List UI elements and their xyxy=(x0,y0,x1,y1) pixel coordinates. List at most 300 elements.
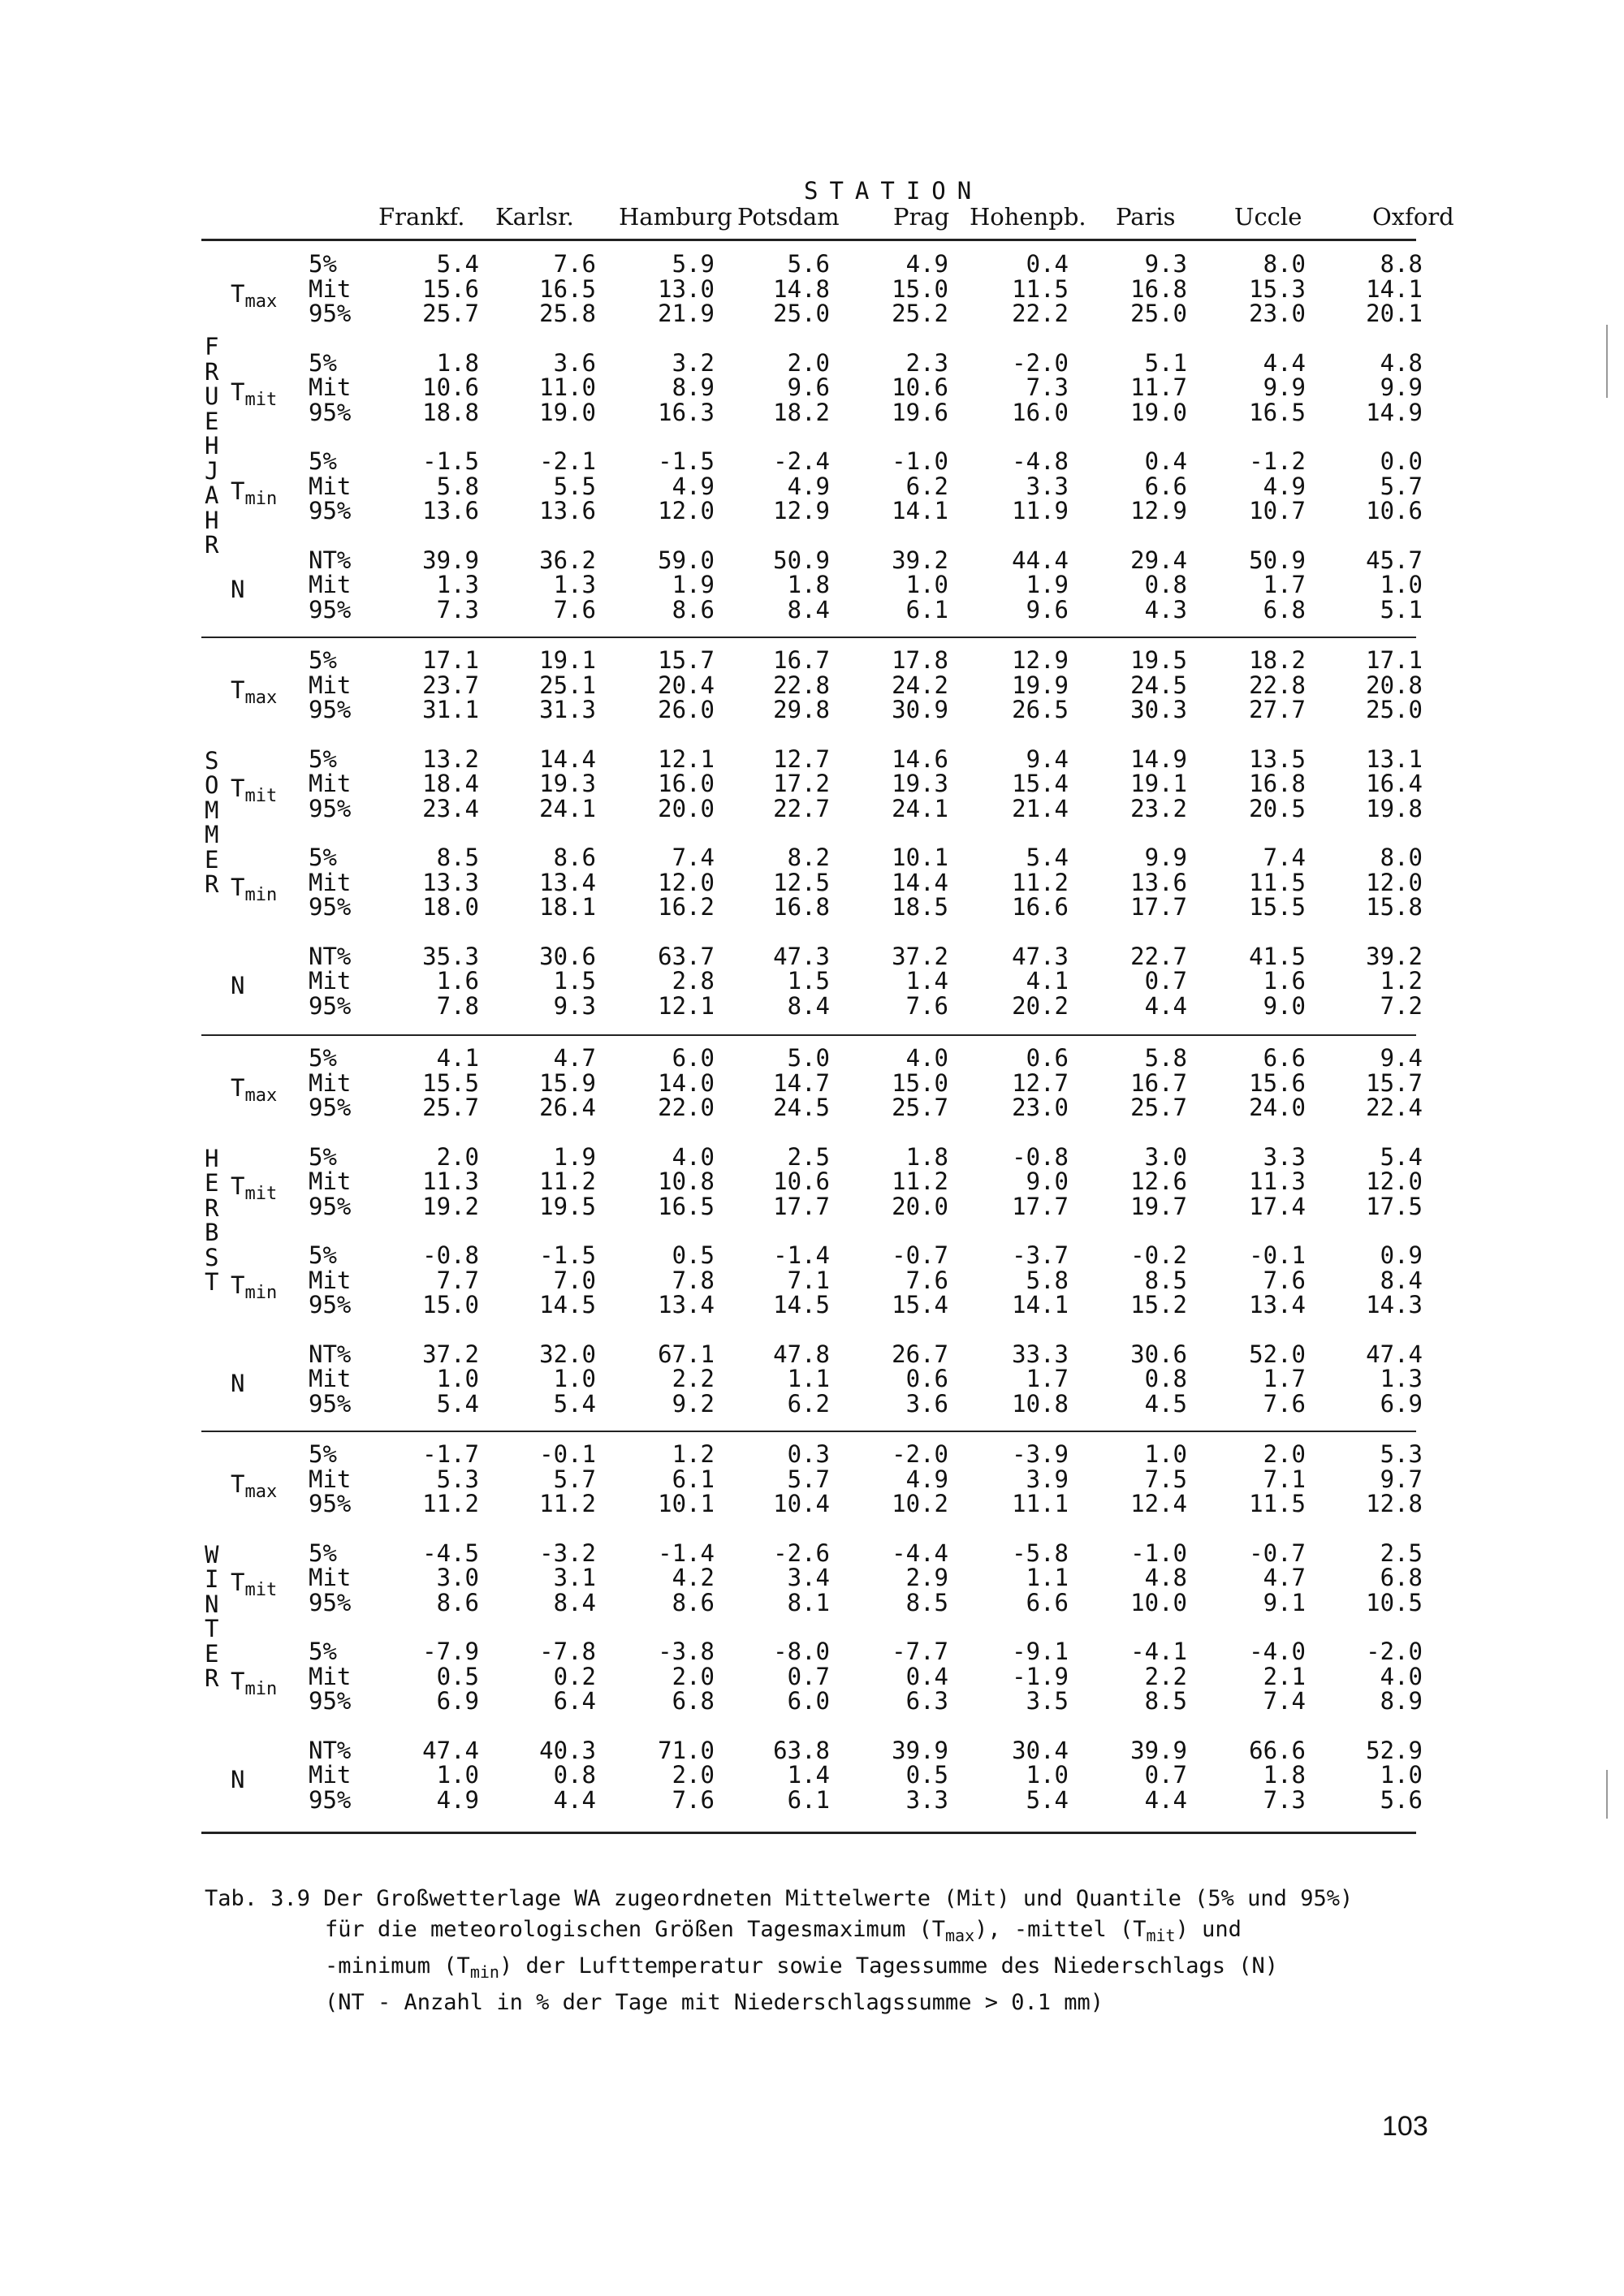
table-cell: 5.8 xyxy=(1144,1044,1187,1072)
table-cell: 14.4 xyxy=(892,868,948,896)
table-cell: -2.0 xyxy=(1012,348,1069,377)
table-cell: 2.0 xyxy=(672,1761,715,1789)
table-cell: -1.5 xyxy=(658,447,715,475)
table-cell: 9.4 xyxy=(1026,744,1069,773)
row-stat-label: 5% xyxy=(309,844,337,871)
table-cell: 7.8 xyxy=(436,991,479,1020)
table-cell: -0.8 xyxy=(422,1241,479,1269)
season-letter: R xyxy=(205,531,219,559)
table-cell: 19.2 xyxy=(422,1192,479,1220)
table-cell: -0.8 xyxy=(1012,1142,1069,1171)
table-cell: 13.0 xyxy=(658,274,715,303)
table-cell: 25.7 xyxy=(1130,1094,1187,1121)
table-cell: 16.8 xyxy=(1249,770,1306,797)
table-cell: 3.0 xyxy=(1144,1142,1187,1171)
variable-label-n: N xyxy=(231,1766,245,1793)
table-cell: 30.6 xyxy=(539,942,596,970)
table-cell: 26.5 xyxy=(1012,696,1069,723)
table-cell: 0.8 xyxy=(1144,1365,1187,1392)
column-header: Oxford xyxy=(1372,203,1454,231)
table-cell: 9.6 xyxy=(787,373,830,401)
table-cell: 18.5 xyxy=(892,893,948,921)
table-cell: 20.4 xyxy=(658,671,715,699)
table-cell: 8.5 xyxy=(1144,1266,1187,1294)
table-cell: 14.1 xyxy=(1012,1291,1069,1318)
row-stat-label: Mit xyxy=(309,770,352,797)
table-cell: 4.0 xyxy=(1380,1662,1423,1690)
table-cell: 19.7 xyxy=(1130,1192,1187,1220)
table-cell: 4.4 xyxy=(1144,1785,1187,1814)
table-cell: 4.8 xyxy=(1144,1564,1187,1591)
table-cell: 25.0 xyxy=(1366,696,1423,723)
table-cell: 39.9 xyxy=(422,546,479,574)
table-cell: 19.3 xyxy=(539,770,596,797)
table-cell: 0.4 xyxy=(1026,250,1069,278)
table-cell: 25.2 xyxy=(892,300,948,327)
table-cell: 1.8 xyxy=(436,348,479,377)
table-cell: 19.1 xyxy=(539,646,596,674)
table-cell: 5.1 xyxy=(1144,348,1187,377)
table-cell: 18.8 xyxy=(422,398,479,426)
table-cell: 11.2 xyxy=(1012,868,1069,896)
table-cell: 15.7 xyxy=(658,646,715,674)
table-cell: 8.9 xyxy=(672,373,715,401)
table-cell: 22.2 xyxy=(1012,300,1069,327)
table-cell: 17.7 xyxy=(773,1192,830,1220)
table-cell: 7.6 xyxy=(905,991,948,1020)
table-cell: 35.3 xyxy=(422,942,479,970)
table-cell: 33.3 xyxy=(1012,1340,1069,1368)
table-cell: 22.7 xyxy=(773,794,830,822)
table-cell: 7.6 xyxy=(1263,1389,1306,1418)
table-cell: 2.5 xyxy=(787,1142,830,1171)
season-letter: W xyxy=(205,1540,219,1569)
table-cell: 24.0 xyxy=(1249,1094,1306,1121)
table-cell: 16.0 xyxy=(658,770,715,797)
table-cell: -4.4 xyxy=(892,1539,948,1567)
table-cell: 16.8 xyxy=(1130,274,1187,303)
table-cell: 15.4 xyxy=(1012,770,1069,797)
row-stat-label: 95% xyxy=(309,595,352,624)
row-stat-label: 5% xyxy=(309,646,337,674)
table-cell: 4.9 xyxy=(905,1465,948,1493)
table-cell: 12.1 xyxy=(658,744,715,773)
season-letter: S xyxy=(205,1243,219,1271)
variable-label-tmin: $T_{min}$ xyxy=(231,873,278,905)
table-cell: 14.9 xyxy=(1130,744,1187,773)
table-cell: 17.2 xyxy=(773,770,830,797)
column-header: Potsdam xyxy=(737,203,840,231)
season-letter: T xyxy=(205,1615,219,1642)
variable-label-tmin: $T_{min}$ xyxy=(231,1271,278,1303)
table-cell: 3.0 xyxy=(436,1564,479,1591)
table-cell: 25.7 xyxy=(892,1094,948,1121)
table-cell: 1.0 xyxy=(1144,1440,1187,1468)
season-letter: U xyxy=(205,382,219,410)
row-stat-label: Mit xyxy=(309,571,352,598)
table-cell: 18.2 xyxy=(773,398,830,426)
table-cell: 6.0 xyxy=(787,1687,830,1715)
table-cell: -1.9 xyxy=(1012,1662,1069,1690)
table-cell: 24.2 xyxy=(892,671,948,699)
table-cell: 19.9 xyxy=(1012,671,1069,699)
table-cell: 10.1 xyxy=(658,1490,715,1517)
table-cell: -3.2 xyxy=(539,1539,596,1567)
table-cell: 23.0 xyxy=(1012,1094,1069,1121)
table-cell: 5.7 xyxy=(553,1465,596,1493)
table-cell: 17.1 xyxy=(422,646,479,674)
table-cell: 16.4 xyxy=(1366,770,1423,797)
table-cell: 2.0 xyxy=(436,1142,479,1171)
variable-label-tmin: $T_{min}$ xyxy=(231,477,278,509)
caption-text: -minimum (T xyxy=(325,1953,470,1979)
table-cell: 3.5 xyxy=(1026,1687,1069,1715)
table-cell: 1.6 xyxy=(1263,967,1306,995)
row-stat-label: 5% xyxy=(309,1638,337,1665)
caption-line-4: (NT - Anzahl in % der Tage mit Niederschlagssumme > 0.1 mm) xyxy=(325,1990,1104,2015)
table-cell: 4.4 xyxy=(1263,348,1306,377)
table-cell: 17.8 xyxy=(892,646,948,674)
table-cell: 27.7 xyxy=(1249,696,1306,723)
row-stat-label: 95% xyxy=(309,1094,352,1121)
row-stat-label: 95% xyxy=(309,1588,352,1616)
table-cell: 4.3 xyxy=(1144,595,1187,624)
table-cell: 16.5 xyxy=(1249,398,1306,426)
table-cell: 19.5 xyxy=(539,1192,596,1220)
table-cell: 6.8 xyxy=(1263,595,1306,624)
table-cell: 50.9 xyxy=(1249,546,1306,574)
table-cell: 14.4 xyxy=(539,744,596,773)
table-cell: 30.3 xyxy=(1130,696,1187,723)
table-cell: 9.6 xyxy=(1026,595,1069,624)
table-cell: 6.6 xyxy=(1026,1588,1069,1616)
table-cell: 20.1 xyxy=(1366,300,1423,327)
table-cell: 8.0 xyxy=(1263,250,1306,278)
table-cell: 8.9 xyxy=(1380,1687,1423,1715)
table-cell: 50.9 xyxy=(773,546,830,574)
table-cell: 52.0 xyxy=(1249,1340,1306,1368)
table-cell: 6.6 xyxy=(1144,472,1187,500)
table-cell: 37.2 xyxy=(422,1340,479,1368)
table-cell: -7.7 xyxy=(892,1638,948,1665)
season-letter: R xyxy=(205,357,219,386)
season-letter: H xyxy=(205,432,219,460)
table-cell: -2.0 xyxy=(892,1440,948,1468)
table-cell: 18.2 xyxy=(1249,646,1306,674)
table-cell: 9.2 xyxy=(672,1389,715,1418)
table-cell: 1.4 xyxy=(905,967,948,995)
table-cell: 17.7 xyxy=(1130,893,1187,921)
row-stat-label: 95% xyxy=(309,794,352,822)
row-stat-label: Mit xyxy=(309,1564,352,1591)
variable-label-tmit: $T_{mit}$ xyxy=(231,1569,278,1600)
table-cell: -4.0 xyxy=(1249,1638,1306,1665)
table-cell: 63.8 xyxy=(773,1736,830,1764)
table-cell: 1.7 xyxy=(1026,1365,1069,1392)
season-letter: H xyxy=(205,506,219,534)
row-stat-label: Mit xyxy=(309,1465,352,1493)
table-cell: 15.0 xyxy=(892,1068,948,1097)
table-cell: 25.0 xyxy=(773,300,830,327)
table-cell: -4.5 xyxy=(422,1539,479,1567)
table-cell: 16.8 xyxy=(773,893,830,921)
table-cell: 15.5 xyxy=(422,1068,479,1097)
table-cell: 45.7 xyxy=(1366,546,1423,574)
row-stat-label: Mit xyxy=(309,472,352,500)
season-letter: O xyxy=(205,771,219,799)
column-header: Frankf. xyxy=(378,203,465,231)
row-stat-label: 95% xyxy=(309,1389,352,1418)
station-heading: STATION xyxy=(804,177,983,205)
table-cell: 2.2 xyxy=(672,1365,715,1392)
horizontal-rule xyxy=(201,1431,1416,1432)
row-stat-label: 95% xyxy=(309,497,352,524)
table-cell: 18.4 xyxy=(422,770,479,797)
row-stat-label: 95% xyxy=(309,398,352,426)
variable-label-n: N xyxy=(231,972,245,999)
table-cell: 13.6 xyxy=(1130,868,1187,896)
table-cell: -7.8 xyxy=(539,1638,596,1665)
table-cell: 10.8 xyxy=(658,1167,715,1195)
table-cell: 15.7 xyxy=(1366,1068,1423,1097)
table-cell: -1.7 xyxy=(422,1440,479,1468)
table-cell: 8.6 xyxy=(672,595,715,624)
table-cell: 5.4 xyxy=(1380,1142,1423,1171)
table-cell: 6.2 xyxy=(787,1389,830,1418)
table-cell: 17.7 xyxy=(1012,1192,1069,1220)
row-stat-label: 5% xyxy=(309,348,337,377)
table-cell: 15.4 xyxy=(892,1291,948,1318)
column-header: Hamburg xyxy=(619,203,732,231)
table-cell: 12.0 xyxy=(658,868,715,896)
table-cell: 15.6 xyxy=(1249,1068,1306,1097)
table-cell: 17.4 xyxy=(1249,1192,1306,1220)
caption-text: für die meteorologischen Größen Tagesmaximum (T xyxy=(325,1917,946,1942)
table-cell: 4.9 xyxy=(787,472,830,500)
table-cell: 11.0 xyxy=(539,373,596,401)
table-cell: 5.5 xyxy=(553,472,596,500)
row-stat-label: 95% xyxy=(309,1687,352,1715)
table-cell: 15.0 xyxy=(422,1291,479,1318)
table-cell: 1.0 xyxy=(905,571,948,598)
table-cell: 0.9 xyxy=(1380,1241,1423,1269)
table-cell: 18.0 xyxy=(422,893,479,921)
table-cell: 0.4 xyxy=(1144,447,1187,475)
table-cell: 11.1 xyxy=(1012,1490,1069,1517)
table-cell: 1.6 xyxy=(436,967,479,995)
table-cell: 3.9 xyxy=(1026,1465,1069,1493)
table-cell: -3.8 xyxy=(658,1638,715,1665)
table-cell: 8.0 xyxy=(1380,844,1423,871)
table-cell: 22.4 xyxy=(1366,1094,1423,1121)
table-cell: 1.0 xyxy=(553,1365,596,1392)
table-cell: 47.3 xyxy=(1012,942,1069,970)
table-cell: -5.8 xyxy=(1012,1539,1069,1567)
table-cell: 16.3 xyxy=(658,398,715,426)
row-stat-label: 5% xyxy=(309,250,337,278)
table-cell: 7.3 xyxy=(1263,1785,1306,1814)
table-cell: 5.3 xyxy=(1380,1440,1423,1468)
table-cell: 13.2 xyxy=(422,744,479,773)
table-cell: 3.3 xyxy=(905,1785,948,1814)
variable-label-tmit: $T_{mit}$ xyxy=(231,1172,278,1204)
horizontal-rule xyxy=(201,1832,1416,1834)
table-caption xyxy=(205,1884,1423,2018)
table-cell: 37.2 xyxy=(892,942,948,970)
table-cell: 20.0 xyxy=(658,794,715,822)
table-cell: 10.8 xyxy=(1012,1389,1069,1418)
table-cell: 4.2 xyxy=(672,1564,715,1591)
table-cell: 9.0 xyxy=(1263,991,1306,1020)
table-cell: 36.2 xyxy=(539,546,596,574)
table-cell: 0.5 xyxy=(672,1241,715,1269)
row-stat-label: NT% xyxy=(309,1736,352,1764)
row-stat-label: Mit xyxy=(309,1266,352,1294)
horizontal-rule xyxy=(201,637,1416,638)
table-cell: 7.1 xyxy=(1263,1465,1306,1493)
table-cell: 12.6 xyxy=(1130,1167,1187,1195)
table-cell: 12.8 xyxy=(1366,1490,1423,1517)
table-cell: -0.2 xyxy=(1130,1241,1187,1269)
table-cell: 24.5 xyxy=(773,1094,830,1121)
table-cell: 1.2 xyxy=(1380,967,1423,995)
row-stat-label: 95% xyxy=(309,1192,352,1220)
table-cell: 8.4 xyxy=(1380,1266,1423,1294)
column-header: Hohenpb. xyxy=(970,203,1086,231)
table-cell: 16.5 xyxy=(658,1192,715,1220)
season-letter: H xyxy=(205,1144,219,1172)
table-cell: -4.1 xyxy=(1130,1638,1187,1665)
season-letter: F xyxy=(205,333,219,360)
table-cell: 6.2 xyxy=(905,472,948,500)
table-cell: 5.7 xyxy=(787,1465,830,1493)
table-cell: 11.2 xyxy=(539,1490,596,1517)
table-cell: 25.7 xyxy=(422,1094,479,1121)
table-cell: 20.8 xyxy=(1366,671,1423,699)
table-cell: 0.8 xyxy=(1144,571,1187,598)
table-cell: 7.6 xyxy=(1263,1266,1306,1294)
table-cell: 3.3 xyxy=(1026,472,1069,500)
table-cell: 9.1 xyxy=(1263,1588,1306,1616)
table-cell: 14.7 xyxy=(773,1068,830,1097)
table-cell: 5.4 xyxy=(436,250,479,278)
caption-text: ) und xyxy=(1175,1917,1242,1942)
table-cell: 15.2 xyxy=(1130,1291,1187,1318)
table-cell: 16.7 xyxy=(1130,1068,1187,1097)
row-stat-label: 5% xyxy=(309,1539,337,1567)
table-cell: 5.0 xyxy=(787,1044,830,1072)
caption-line-3 xyxy=(205,1951,1423,1987)
table-cell: 11.7 xyxy=(1130,373,1187,401)
table-cell: 52.9 xyxy=(1366,1736,1423,1764)
table-cell: 23.2 xyxy=(1130,794,1187,822)
table-cell: 7.7 xyxy=(436,1266,479,1294)
table-cell: 18.1 xyxy=(539,893,596,921)
table-cell: -2.0 xyxy=(1366,1638,1423,1665)
table-cell: 12.0 xyxy=(1366,868,1423,896)
table-cell: 4.9 xyxy=(905,250,948,278)
table-cell: 10.1 xyxy=(892,844,948,871)
table-cell: -2.1 xyxy=(539,447,596,475)
table-cell: 0.7 xyxy=(1144,1761,1187,1789)
table-cell: 20.5 xyxy=(1249,794,1306,822)
table-cell: -2.6 xyxy=(773,1539,830,1567)
table-cell: 10.6 xyxy=(422,373,479,401)
table-cell: 9.3 xyxy=(553,991,596,1020)
table-cell: 30.9 xyxy=(892,696,948,723)
table-cell: 16.0 xyxy=(1012,398,1069,426)
table-cell: -1.0 xyxy=(892,447,948,475)
table-cell: 8.5 xyxy=(905,1588,948,1616)
column-header: Karlsr. xyxy=(495,203,574,231)
row-stat-label: Mit xyxy=(309,868,352,896)
table-cell: 40.3 xyxy=(539,1736,596,1764)
variable-label-tmax: $T_{max}$ xyxy=(231,279,278,312)
table-cell: 7.4 xyxy=(672,844,715,871)
table-cell: 0.0 xyxy=(1380,447,1423,475)
margin-mark xyxy=(1606,325,1608,398)
season-letter: E xyxy=(205,845,219,874)
table-cell: 7.6 xyxy=(553,250,596,278)
table-cell: 24.5 xyxy=(1130,671,1187,699)
table-cell: 39.2 xyxy=(1366,942,1423,970)
column-header: Prag xyxy=(893,203,950,231)
row-stat-label: 95% xyxy=(309,300,352,327)
table-cell: 30.4 xyxy=(1012,1736,1069,1764)
table-cell: 8.6 xyxy=(553,844,596,871)
table-cell: 6.8 xyxy=(672,1687,715,1715)
horizontal-rule xyxy=(201,1034,1416,1036)
table-cell: 12.9 xyxy=(1012,646,1069,674)
table-cell: 1.8 xyxy=(905,1142,948,1171)
table-cell: 5.4 xyxy=(553,1389,596,1418)
table-cell: 4.1 xyxy=(436,1044,479,1072)
table-cell: 1.0 xyxy=(436,1761,479,1789)
table-cell: 7.2 xyxy=(1380,991,1423,1020)
table-cell: 10.4 xyxy=(773,1490,830,1517)
table-cell: 11.2 xyxy=(422,1490,479,1517)
table-cell: 47.8 xyxy=(773,1340,830,1368)
row-stat-label: Mit xyxy=(309,1068,352,1097)
table-cell: 21.4 xyxy=(1012,794,1069,822)
table-cell: 12.7 xyxy=(1012,1068,1069,1097)
table-cell: 13.4 xyxy=(1249,1291,1306,1318)
table-cell: 8.5 xyxy=(436,844,479,871)
table-cell: -0.7 xyxy=(892,1241,948,1269)
table-cell: 1.5 xyxy=(787,967,830,995)
table-cell: 44.4 xyxy=(1012,546,1069,574)
table-cell: 0.7 xyxy=(1144,967,1187,995)
table-cell: 12.1 xyxy=(658,991,715,1020)
table-cell: -1.2 xyxy=(1249,447,1306,475)
table-cell: 8.8 xyxy=(1380,250,1423,278)
table-cell: 0.4 xyxy=(905,1662,948,1690)
table-cell: 4.7 xyxy=(553,1044,596,1072)
table-cell: 1.9 xyxy=(553,1142,596,1171)
table-cell: 12.0 xyxy=(658,497,715,524)
table-cell: 4.0 xyxy=(672,1142,715,1171)
table-cell: -0.1 xyxy=(1249,1241,1306,1269)
table-cell: 3.3 xyxy=(1263,1142,1306,1171)
table-cell: 12.0 xyxy=(1366,1167,1423,1195)
row-stat-label: Mit xyxy=(309,671,352,699)
table-cell: 4.9 xyxy=(672,472,715,500)
table-cell: 0.7 xyxy=(787,1662,830,1690)
table-cell: -3.9 xyxy=(1012,1440,1069,1468)
season-letter: R xyxy=(205,1193,219,1222)
row-stat-label: Mit xyxy=(309,1365,352,1392)
table-cell: 1.0 xyxy=(1380,571,1423,598)
